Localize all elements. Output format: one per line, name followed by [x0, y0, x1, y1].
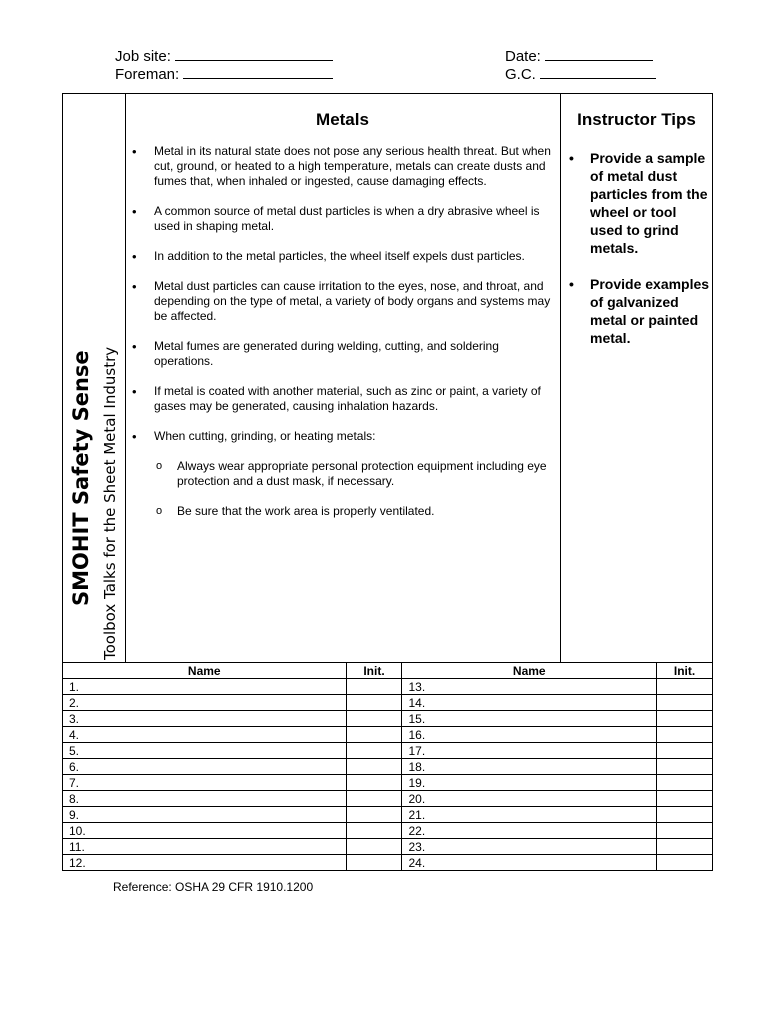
name-header: Name — [402, 663, 657, 679]
signin-init-cell[interactable] — [346, 839, 402, 855]
tip-item: • Provide examples of galvanized metal or painted metal. — [561, 275, 711, 347]
table-row — [63, 695, 713, 711]
signin-name-cell[interactable]: 16. — [402, 727, 657, 743]
signin-init-cell[interactable] — [657, 679, 713, 695]
signin-name-cell[interactable]: 4. — [63, 727, 347, 743]
gc-label: G.C. — [505, 66, 536, 83]
signin-name-cell[interactable]: 23. — [402, 839, 657, 855]
signin-init-cell[interactable] — [657, 823, 713, 839]
signin-name-cell[interactable]: 18. — [402, 759, 657, 775]
date-label: Date: — [505, 48, 541, 65]
table-row — [63, 743, 713, 759]
signin-name-cell[interactable]: 11. — [63, 839, 347, 855]
signin-init-cell[interactable] — [346, 743, 402, 759]
table-row — [63, 839, 713, 855]
bullet-item: • Metal dust particles can cause irritation to the eyes, nose, and throat, and depending on the type of metal, a variety of body organs and systems may be affected. — [125, 279, 555, 324]
date-field[interactable] — [545, 46, 653, 61]
signin-name-cell[interactable]: 12. — [63, 855, 347, 871]
table-row — [63, 807, 713, 823]
job-site-row — [115, 46, 333, 65]
signin-name-cell[interactable]: 17. — [402, 743, 657, 759]
talk-content — [125, 94, 561, 662]
signin-name-cell[interactable]: 24. — [402, 855, 657, 871]
table-row — [63, 679, 713, 695]
signin-name-cell[interactable]: 22. — [402, 823, 657, 839]
reference-note: Reference: OSHA 29 CFR 1910.1200 — [113, 880, 314, 894]
tips-list — [561, 149, 711, 365]
signin-init-cell[interactable] — [657, 807, 713, 823]
signin-init-cell[interactable] — [657, 775, 713, 791]
signin-init-cell[interactable] — [346, 775, 402, 791]
signin-name-cell[interactable]: 10. — [63, 823, 347, 839]
bullet-text: When cutting, grinding, or heating metals: — [154, 429, 376, 443]
name-header: Name — [63, 663, 347, 679]
signin-init-cell[interactable] — [346, 791, 402, 807]
sign-in-table — [62, 662, 713, 871]
sidebar-title: SMOHIT Safety Sense — [69, 350, 93, 606]
table-row — [63, 727, 713, 743]
signin-init-cell[interactable] — [657, 855, 713, 871]
table-row — [63, 823, 713, 839]
signin-init-cell[interactable] — [657, 711, 713, 727]
sub-bullet-item: o Be sure that the work area is properly ventilated. — [154, 504, 555, 519]
signin-init-cell[interactable] — [346, 679, 402, 695]
signin-init-cell[interactable] — [657, 759, 713, 775]
signin-name-cell[interactable]: 5. — [63, 743, 347, 759]
sidebar-subtitle: Toolbox Talks for the Sheet Metal Industry — [101, 346, 119, 660]
signin-name-cell[interactable]: 15. — [402, 711, 657, 727]
talk-bullets — [125, 144, 555, 534]
signin-init-cell[interactable] — [346, 727, 402, 743]
tip-item: • Provide a sample of metal dust particles from the wheel or tool used to grind metals. — [561, 149, 711, 257]
bullet-item: • Metal fumes are generated during welding, cutting, and soldering operations. — [125, 339, 555, 369]
talk-box — [62, 93, 713, 663]
tips-title: Instructor Tips — [577, 110, 696, 129]
signin-init-cell[interactable] — [657, 695, 713, 711]
bullet-item: • Metal in its natural state does not pose any serious health threat. But when cut, ground, or heated to a high temperature, metals can create dusts and fumes that, when inhaled or ingested, cause damaging effects. — [125, 144, 555, 189]
instructor-tips — [561, 94, 712, 662]
signin-name-cell[interactable]: 20. — [402, 791, 657, 807]
job-site-label: Job site: — [115, 48, 171, 65]
signin-name-cell[interactable]: 21. — [402, 807, 657, 823]
gc-field[interactable] — [540, 64, 656, 79]
date-row — [505, 46, 653, 65]
form-header — [115, 46, 660, 86]
init-header: Init. — [346, 663, 402, 679]
signin-init-cell[interactable] — [346, 823, 402, 839]
bullet-item: • In addition to the metal particles, the wheel itself expels dust particles. — [125, 249, 555, 264]
signin-init-cell[interactable] — [346, 759, 402, 775]
signin-init-cell[interactable] — [346, 855, 402, 871]
talk-title: Metals — [316, 110, 369, 129]
signin-init-cell[interactable] — [346, 807, 402, 823]
foreman-row — [115, 64, 333, 83]
signin-init-cell[interactable] — [657, 743, 713, 759]
signin-name-cell[interactable]: 2. — [63, 695, 347, 711]
sub-bullet-item: o Always wear appropriate personal protection equipment including eye protection and a dust mask, if necessary. — [154, 459, 555, 489]
table-row — [63, 791, 713, 807]
signin-init-cell[interactable] — [657, 727, 713, 743]
table-row — [63, 711, 713, 727]
bullet-item-with-sublist — [125, 429, 555, 519]
table-header-row — [63, 663, 713, 679]
table-row — [63, 759, 713, 775]
bullet-item: • A common source of metal dust particles is when a dry abrasive wheel is used in shaping metal. — [125, 204, 555, 234]
job-site-field[interactable] — [175, 46, 333, 61]
signin-name-cell[interactable]: 7. — [63, 775, 347, 791]
signin-init-cell[interactable] — [346, 695, 402, 711]
signin-name-cell[interactable]: 9. — [63, 807, 347, 823]
signin-name-cell[interactable]: 6. — [63, 759, 347, 775]
init-header: Init. — [657, 663, 713, 679]
sidebar-banner — [63, 94, 126, 662]
table-row — [63, 855, 713, 871]
foreman-label: Foreman: — [115, 66, 180, 83]
signin-name-cell[interactable]: 13. — [402, 679, 657, 695]
signin-name-cell[interactable]: 19. — [402, 775, 657, 791]
signin-init-cell[interactable] — [346, 711, 402, 727]
signin-name-cell[interactable]: 8. — [63, 791, 347, 807]
table-row — [63, 775, 713, 791]
signin-init-cell[interactable] — [657, 839, 713, 855]
signin-name-cell[interactable]: 1. — [63, 679, 347, 695]
signin-name-cell[interactable]: 3. — [63, 711, 347, 727]
bullet-item: • If metal is coated with another material, such as zinc or paint, a variety of gases may be generated, causing inhalation hazards. — [125, 384, 555, 414]
signin-init-cell[interactable] — [657, 791, 713, 807]
signin-name-cell[interactable]: 14. — [402, 695, 657, 711]
foreman-field[interactable] — [183, 64, 333, 79]
sub-bullets — [154, 459, 555, 519]
gc-row — [505, 64, 656, 83]
sign-in-rows — [63, 679, 713, 871]
